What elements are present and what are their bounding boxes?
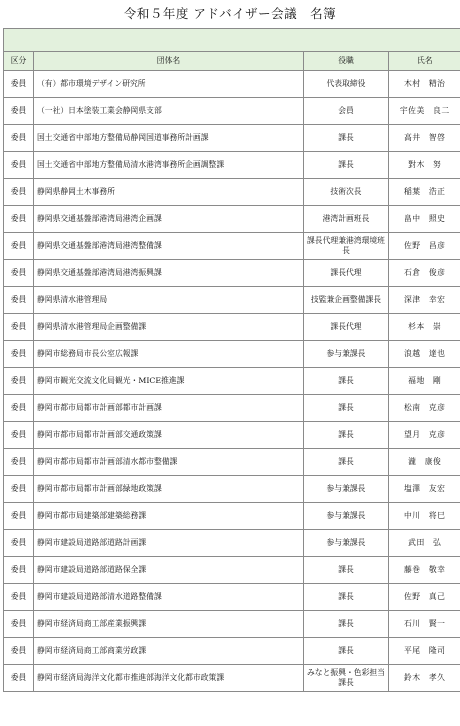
cell-role: 代表取締役 [304,71,389,98]
cell-org: 静岡県清水港管理局企画整備課 [34,314,304,341]
table-row [4,476,460,503]
roster-table [3,51,460,692]
cell-org: 静岡市建設局道路部清水道路整備課 [34,584,304,611]
cell-role: 課長 [304,611,389,638]
cell-kubun: 委員 [4,638,34,665]
table-row [4,449,460,476]
cell-org: 静岡市都市局都市計画部交通政策課 [34,422,304,449]
cell-kubun: 委員 [4,341,34,368]
cell-org: 静岡市経済局商工部産業振興課 [34,611,304,638]
cell-name: 塩澤 友宏 [389,476,460,503]
cell-kubun: 委員 [4,584,34,611]
cell-kubun: 委員 [4,314,34,341]
table-row [4,152,460,179]
cell-role: 課長 [304,395,389,422]
cell-name: 石倉 俊彦 [389,260,460,287]
cell-name: 松南 克彦 [389,395,460,422]
table-row [4,611,460,638]
cell-name: 對木 努 [389,152,460,179]
header-kubun: 区分 [4,52,34,71]
cell-kubun: 委員 [4,368,34,395]
cell-role: 技術次長 [304,179,389,206]
cell-role: 課長 [304,368,389,395]
cell-kubun: 委員 [4,287,34,314]
cell-role: 課長 [304,449,389,476]
cell-name: 望月 克彦 [389,422,460,449]
cell-org: 静岡市都市局建築部建築総務課 [34,503,304,530]
cell-name: 平尾 隆司 [389,638,460,665]
cell-role: 課長代理兼港湾環境班長 [304,233,389,260]
cell-kubun: 委員 [4,233,34,260]
cell-role: みなと振興・色彩担当課長 [304,665,389,692]
table-row [4,287,460,314]
cell-org: 静岡県交通基盤部港湾局港湾振興課 [34,260,304,287]
table-row [4,341,460,368]
cell-kubun: 委員 [4,395,34,422]
cell-kubun: 委員 [4,71,34,98]
cell-org: 国土交通省中部地方整備局清水港湾事務所企画調整課 [34,152,304,179]
cell-org: 国土交通省中部地方整備局静岡国道事務所計画課 [34,125,304,152]
cell-role: 課長 [304,152,389,179]
cell-role: 課長代理 [304,314,389,341]
cell-kubun: 委員 [4,152,34,179]
cell-role: 課長 [304,638,389,665]
cell-org: 静岡市経済局商工部商業労政課 [34,638,304,665]
cell-name: 高井 智啓 [389,125,460,152]
cell-role: 課長 [304,125,389,152]
cell-name: 浪越 達也 [389,341,460,368]
header-name: 氏名 [389,52,460,71]
cell-org: 静岡市都市局都市計画部緑地政策課 [34,476,304,503]
header-row [4,52,460,71]
cell-name: 藤巻 敬幸 [389,557,460,584]
table-row [4,125,460,152]
cell-name: 宇佐美 良二 [389,98,460,125]
header-role: 役職 [304,52,389,71]
cell-name: 稲葉 浩正 [389,179,460,206]
cell-org: 静岡市観光交流文化局観光・MICE推進課 [34,368,304,395]
cell-role: 参与兼課長 [304,476,389,503]
cell-kubun: 委員 [4,98,34,125]
cell-name: 深津 幸宏 [389,287,460,314]
cell-kubun: 委員 [4,125,34,152]
cell-org: 静岡市都市局都市計画部清水都市整備課 [34,449,304,476]
cell-name: 畠中 照史 [389,206,460,233]
cell-org: 静岡市建設局道路部道路計画課 [34,530,304,557]
cell-kubun: 委員 [4,449,34,476]
cell-org: 静岡市総務局市長公室広報課 [34,341,304,368]
cell-org: 静岡県交通基盤部港湾局港湾企画課 [34,206,304,233]
cell-name: 鈴木 孝久 [389,665,460,692]
cell-kubun: 委員 [4,611,34,638]
cell-role: 技監兼企画整備課長 [304,287,389,314]
cell-name: 杉本 崇 [389,314,460,341]
cell-name: 木村 精治 [389,71,460,98]
cell-org: 静岡市都市局都市計画部都市計画課 [34,395,304,422]
table-row [4,71,460,98]
cell-name: 瀧 康俊 [389,449,460,476]
table-row [4,638,460,665]
cell-kubun: 委員 [4,422,34,449]
table-row [4,503,460,530]
table-row [4,368,460,395]
cell-role: 参与兼課長 [304,530,389,557]
table-row [4,665,460,692]
header-org: 団体名 [34,52,304,71]
cell-name: 福地 剛 [389,368,460,395]
cell-org: 静岡県交通基盤部港湾局港湾整備課 [34,233,304,260]
cell-org: （一社）日本塗装工業会静岡県支部 [34,98,304,125]
table-row [4,584,460,611]
cell-role: 課長 [304,557,389,584]
table-row [4,260,460,287]
cell-name: 武田 弘 [389,530,460,557]
cell-kubun: 委員 [4,476,34,503]
cell-org: 静岡市経済局海洋文化都市推進部海洋文化都市政策課 [34,665,304,692]
header-band [3,28,460,52]
cell-kubun: 委員 [4,179,34,206]
cell-role: 港湾計画班長 [304,206,389,233]
cell-kubun: 委員 [4,206,34,233]
cell-name: 佐野 昌彦 [389,233,460,260]
cell-role: 参与兼課長 [304,503,389,530]
cell-role: 課長 [304,422,389,449]
table-row [4,98,460,125]
table-row [4,530,460,557]
cell-name: 中川 将巳 [389,503,460,530]
cell-org: 静岡県清水港管理局 [34,287,304,314]
table-row [4,206,460,233]
cell-kubun: 委員 [4,665,34,692]
table-row [4,557,460,584]
cell-name: 佐野 真己 [389,584,460,611]
cell-name: 石川 賢一 [389,611,460,638]
cell-kubun: 委員 [4,557,34,584]
cell-org: 静岡市建設局道路部道路保全課 [34,557,304,584]
cell-org: （有）都市環境デザイン研究所 [34,71,304,98]
cell-role: 課長 [304,584,389,611]
table-row [4,395,460,422]
cell-kubun: 委員 [4,503,34,530]
cell-org: 静岡県静岡土木事務所 [34,179,304,206]
cell-role: 課長代理 [304,260,389,287]
roster-body [4,71,460,692]
page-title: 令和５年度 アドバイザー会議 名簿 [123,6,337,21]
table-row [4,314,460,341]
cell-role: 参与兼課長 [304,341,389,368]
table-row [4,422,460,449]
cell-kubun: 委員 [4,260,34,287]
cell-role: 会員 [304,98,389,125]
cell-kubun: 委員 [4,530,34,557]
table-row [4,179,460,206]
table-row [4,233,460,260]
